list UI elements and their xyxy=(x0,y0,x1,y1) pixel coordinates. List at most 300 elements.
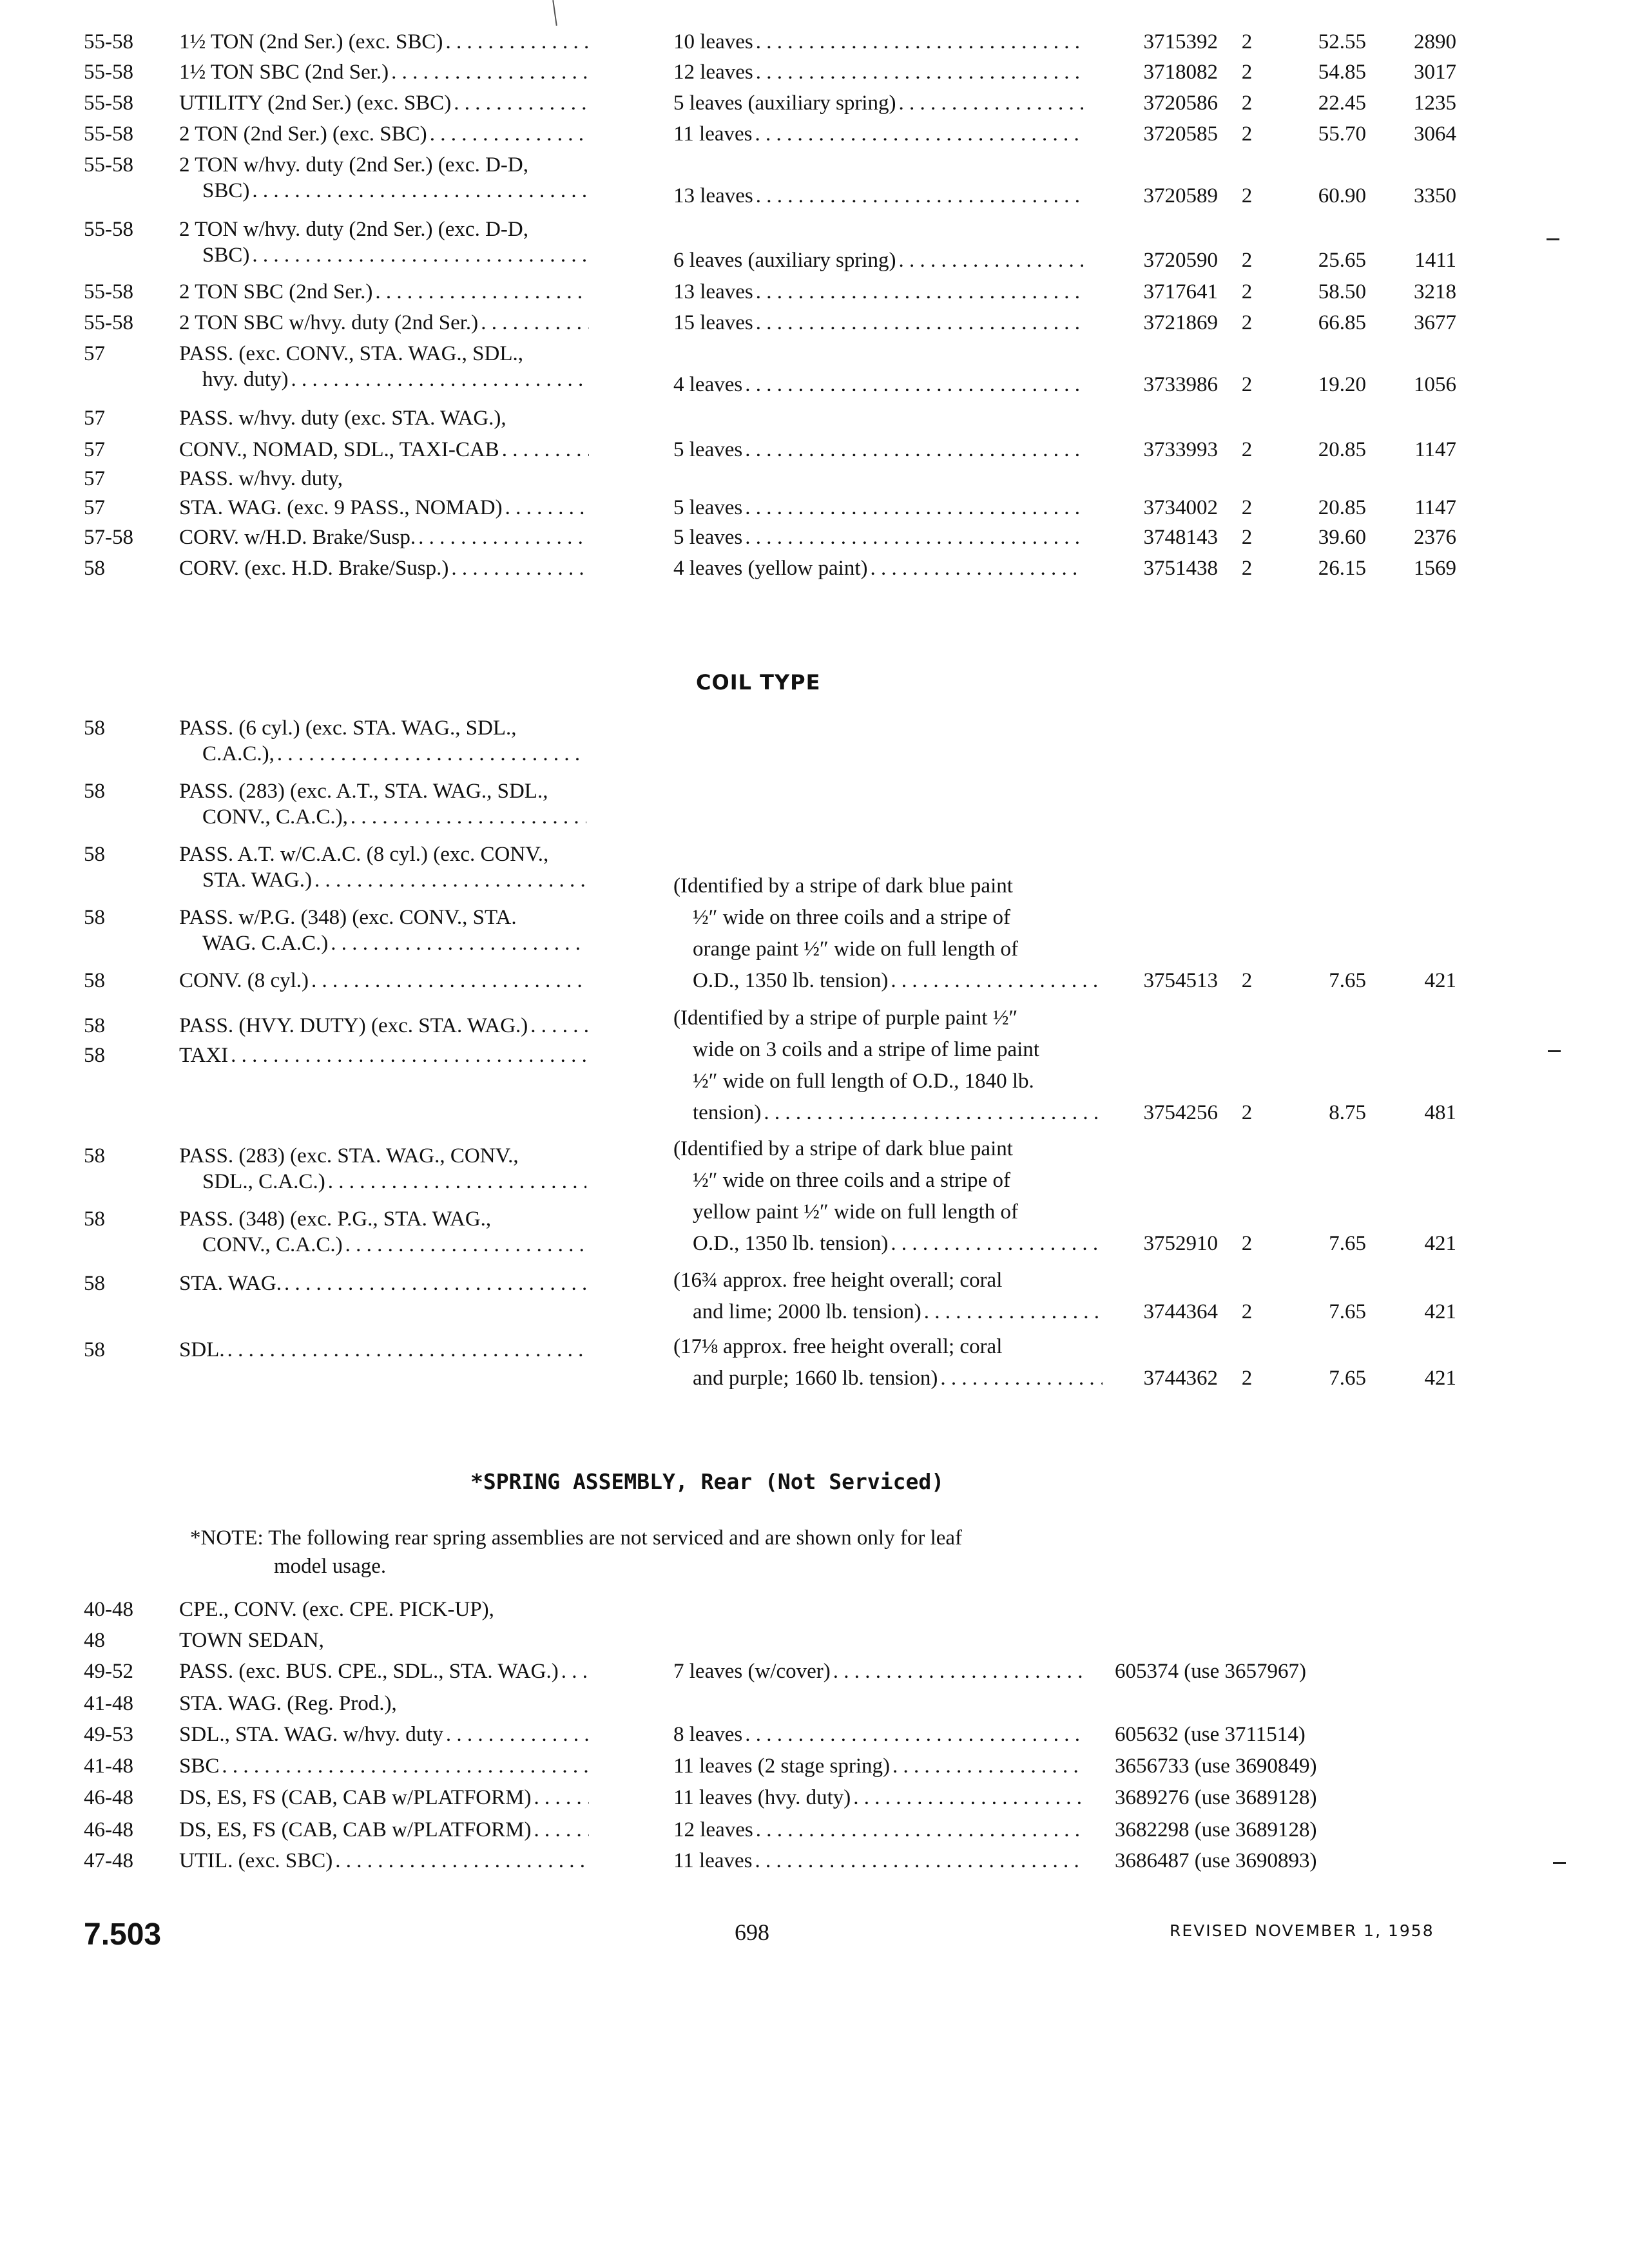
dot-leader xyxy=(291,367,586,392)
year: 49-52 xyxy=(84,1660,133,1683)
model: TOWN SEDAN, xyxy=(179,1629,324,1652)
year: 57 xyxy=(84,407,105,430)
dot-leader xyxy=(853,1785,1083,1811)
model: DS, ES, FS (CAB, CAB w/PLATFORM) xyxy=(179,1786,532,1809)
description-line-cell xyxy=(693,1299,1112,1325)
model-cont-text-cell xyxy=(202,741,598,767)
model xyxy=(179,715,598,767)
description: 7 leaves (w/cover) xyxy=(673,1660,831,1683)
model xyxy=(179,905,598,956)
part-number: 3752910 xyxy=(1143,1232,1218,1255)
quantity: 2 xyxy=(1241,184,1253,207)
year: 55-58 xyxy=(84,280,133,303)
part-number: 3720586 xyxy=(1143,91,1218,115)
description: 12 leaves xyxy=(673,61,753,84)
model xyxy=(179,29,598,55)
model-text-cell xyxy=(179,437,598,463)
page-number: 698 xyxy=(735,1919,769,1945)
description-line: ½″ wide on three coils and a stripe of xyxy=(693,1169,1011,1192)
model xyxy=(179,216,598,268)
model-text-cell xyxy=(179,1271,598,1296)
part-number: 3720585 xyxy=(1143,122,1218,146)
part-number: 3744362 xyxy=(1143,1367,1218,1390)
dot-leader xyxy=(430,121,589,147)
dot-leader xyxy=(892,1753,1083,1779)
price: 25.65 xyxy=(1318,249,1366,272)
weight: 421 xyxy=(1424,1367,1456,1390)
model-cont xyxy=(179,867,598,893)
dot-leader xyxy=(391,59,589,85)
description-line: (17⅛ approx. free height overall; coral xyxy=(673,1335,1003,1358)
weight: 1411 xyxy=(1414,249,1456,272)
model: UTIL. (exc. SBC) xyxy=(179,1849,333,1872)
part-number: 3748143 xyxy=(1143,526,1218,549)
model-text: 1½ TON SBC (2nd Ser.) xyxy=(179,61,389,84)
year: 55-58 xyxy=(84,218,133,241)
year: 58 xyxy=(84,1144,105,1168)
dot-leader xyxy=(745,495,1083,521)
price: 20.85 xyxy=(1318,438,1366,461)
dot-leader xyxy=(345,1232,586,1258)
dot-leader xyxy=(764,1100,1103,1126)
model: SBC xyxy=(179,1754,220,1778)
weight: 421 xyxy=(1424,1232,1456,1255)
model-cont xyxy=(179,1169,598,1195)
description-line: ½″ wide on full length of O.D., 1840 lb. xyxy=(693,1070,1034,1093)
model-text-cell xyxy=(179,279,598,305)
description-cell xyxy=(673,310,1092,336)
dot-leader xyxy=(755,121,1083,147)
model-text-cell xyxy=(179,524,598,550)
model-cont-text-cell xyxy=(202,1169,598,1195)
model-text: 2 TON SBC (2nd Ser.) xyxy=(179,280,373,303)
price: 55.70 xyxy=(1318,122,1366,146)
model: SDL., STA. WAG. w/hvy. duty xyxy=(179,1723,443,1746)
model xyxy=(179,1143,598,1195)
description-line-cell xyxy=(693,1100,1112,1126)
description-line: tension) xyxy=(693,1101,762,1124)
model-line: PASS. (6 cyl.) (exc. STA. WAG., SDL., xyxy=(179,716,517,740)
price: 39.60 xyxy=(1318,526,1366,549)
quantity: 2 xyxy=(1241,1300,1253,1323)
dot-leader xyxy=(351,804,586,830)
description-cell xyxy=(673,90,1092,116)
year: 58 xyxy=(84,1338,105,1361)
model-cont-text-cell xyxy=(202,242,598,268)
part-number: 3751438 xyxy=(1143,557,1218,580)
description: 4 leaves (yellow paint) xyxy=(673,557,868,580)
model-text: STA. WAG. (exc. 9 PASS., NOMAD) xyxy=(179,496,503,519)
model-text-cell xyxy=(179,121,598,147)
model-text: CONV., NOMAD, SDL., TAXI-CAB xyxy=(179,438,499,461)
margin-mark xyxy=(1547,238,1559,240)
dot-leader xyxy=(445,29,589,55)
model xyxy=(179,152,598,204)
model-line: PASS. w/P.G. (348) (exc. CONV., STA. xyxy=(179,906,517,929)
dot-leader xyxy=(756,279,1083,305)
price: 8.75 xyxy=(1329,1101,1366,1124)
part-number: 3721869 xyxy=(1143,311,1218,334)
part-number: 3720590 xyxy=(1143,249,1218,272)
dot-leader xyxy=(745,1722,1083,1747)
model-cont xyxy=(179,804,598,830)
model-text-cell xyxy=(179,495,598,521)
model-text: 2 TON SBC w/hvy. duty (2nd Ser.) xyxy=(179,311,479,334)
dot-leader xyxy=(756,1817,1083,1843)
model xyxy=(179,841,598,893)
part-number: 3720589 xyxy=(1143,184,1218,207)
dot-leader xyxy=(833,1658,1083,1684)
description-cell xyxy=(673,59,1092,85)
model-line: 2 TON w/hvy. duty (2nd Ser.) (exc. D-D, xyxy=(179,153,528,177)
description-cell xyxy=(673,1722,1092,1747)
dot-leader xyxy=(505,495,589,521)
description-line: ½″ wide on three coils and a stripe of xyxy=(693,906,1011,929)
revised-date: REVISED NOVEMBER 1, 1958 xyxy=(1170,1921,1434,1940)
note xyxy=(190,1524,1157,1581)
dot-leader xyxy=(481,310,589,336)
description-cell xyxy=(673,555,1092,581)
description-line: orange paint ½″ wide on full length of xyxy=(693,937,1018,961)
dot-leader xyxy=(898,90,1083,116)
model-cont-text: hvy. duty) xyxy=(202,368,289,391)
price: 20.85 xyxy=(1318,496,1366,519)
note-line-2: model usage. xyxy=(274,1555,387,1578)
weight: 3064 xyxy=(1414,122,1456,146)
model xyxy=(179,405,598,431)
price: 60.90 xyxy=(1318,184,1366,207)
description-line: O.D., 1350 lb. tension) xyxy=(693,969,889,992)
dot-leader xyxy=(530,1013,589,1039)
model-text-cell xyxy=(179,968,598,994)
weight: 1056 xyxy=(1414,373,1456,396)
model-line: PASS. A.T. w/C.A.C. (8 cyl.) (exc. CONV., xyxy=(179,843,549,866)
year: 58 xyxy=(84,1207,105,1231)
model-cont-text-cell xyxy=(202,367,598,392)
dot-leader xyxy=(311,968,589,994)
description-line: and lime; 2000 lb. tension) xyxy=(693,1300,921,1323)
dot-leader xyxy=(252,178,586,204)
description-line: (16¾ approx. free height overall; coral xyxy=(673,1269,1003,1292)
quantity: 2 xyxy=(1241,249,1253,272)
weight: 3350 xyxy=(1414,184,1456,207)
model-text: STA. WAG. xyxy=(179,1272,282,1295)
coil-type-heading: COIL TYPE xyxy=(696,670,821,695)
year: 55-58 xyxy=(84,61,133,84)
description: 4 leaves xyxy=(673,373,743,396)
dot-leader xyxy=(277,741,586,767)
model xyxy=(179,121,598,147)
price: 52.55 xyxy=(1318,30,1366,53)
description: 10 leaves xyxy=(673,30,753,53)
year: 41-48 xyxy=(84,1692,133,1715)
model-text: TAXI xyxy=(179,1044,229,1067)
model-line: PASS. (283) (exc. A.T., STA. WAG., SDL., xyxy=(179,780,548,803)
model xyxy=(179,1271,598,1296)
year: 46-48 xyxy=(84,1818,133,1841)
weight: 3017 xyxy=(1414,61,1456,84)
year: 55-58 xyxy=(84,153,133,177)
weight: 421 xyxy=(1424,969,1456,992)
model-text-cell xyxy=(179,555,598,581)
model-text-cell xyxy=(179,1043,598,1068)
part-number: 3734002 xyxy=(1143,496,1218,519)
replacement-part: 3656733 (use 3690849) xyxy=(1115,1754,1317,1778)
model-cont xyxy=(179,242,598,268)
model-cont-text: SDL., C.A.C.) xyxy=(202,1170,325,1193)
description-cell xyxy=(673,437,1092,463)
model-cont-text: WAG. C.A.C.) xyxy=(202,932,329,955)
model-cont xyxy=(179,741,598,767)
replacement-part: 3689276 (use 3689128) xyxy=(1115,1786,1317,1809)
description: 13 leaves xyxy=(673,184,753,207)
price: 7.65 xyxy=(1329,1300,1366,1323)
description: 11 leaves xyxy=(673,122,753,146)
replacement-part: 3682298 (use 3689128) xyxy=(1115,1818,1317,1841)
year: 57 xyxy=(84,496,105,519)
model-text: CONV. (8 cyl.) xyxy=(179,969,309,992)
description-line: wide on 3 coils and a stripe of lime paint xyxy=(693,1038,1039,1061)
model-cont-text: CONV., C.A.C.) xyxy=(202,1233,343,1256)
dot-leader xyxy=(561,1658,589,1684)
description-cell xyxy=(673,1753,1092,1779)
model-text: CORV. (exc. H.D. Brake/Susp.) xyxy=(179,557,449,580)
model-cont-text-cell xyxy=(202,178,598,204)
quantity: 2 xyxy=(1241,122,1253,146)
model-cell xyxy=(179,1722,598,1747)
dot-leader xyxy=(756,310,1083,336)
model-cont-text-cell xyxy=(202,804,598,830)
dot-leader xyxy=(335,1848,589,1874)
description-cell xyxy=(673,524,1092,550)
description-cell xyxy=(673,121,1092,147)
dot-leader xyxy=(745,372,1083,398)
year: 58 xyxy=(84,1014,105,1037)
model-text-cell xyxy=(179,1337,598,1363)
quantity: 2 xyxy=(1241,311,1253,334)
price: 58.50 xyxy=(1318,280,1366,303)
spring-assembly-heading: *SPRING ASSEMBLY, Rear (Not Serviced) xyxy=(470,1469,945,1494)
model xyxy=(179,1206,598,1258)
dot-leader xyxy=(252,242,586,268)
dot-leader xyxy=(745,524,1083,550)
model-cont-text: SBC) xyxy=(202,244,250,267)
description-cell xyxy=(673,247,1092,273)
part-number: 3717641 xyxy=(1143,280,1218,303)
margin-mark xyxy=(1553,1862,1566,1864)
model-cont xyxy=(179,367,598,392)
year: 49-53 xyxy=(84,1723,133,1746)
dot-leader xyxy=(745,437,1083,463)
model xyxy=(179,524,598,550)
model-cell xyxy=(179,1817,598,1843)
dot-leader xyxy=(870,555,1083,581)
description-line: yellow paint ½″ wide on full length of xyxy=(693,1200,1018,1224)
model-line: PASS. (exc. CONV., STA. WAG., SDL., xyxy=(179,342,523,365)
model xyxy=(179,778,598,830)
description-cell xyxy=(673,1658,1092,1684)
description-cell xyxy=(673,495,1092,521)
dot-leader xyxy=(755,1848,1083,1874)
model-cell xyxy=(179,1658,598,1684)
description: 13 leaves xyxy=(673,280,753,303)
model-cont-text: SBC) xyxy=(202,179,250,202)
year: 55-58 xyxy=(84,91,133,115)
dot-leader xyxy=(231,1043,589,1068)
weight: 3218 xyxy=(1414,280,1456,303)
model xyxy=(179,310,598,336)
description: 5 leaves xyxy=(673,496,743,519)
model-text-cell xyxy=(179,310,598,336)
dot-leader xyxy=(940,1365,1103,1391)
model xyxy=(179,466,598,492)
model: PASS. (exc. BUS. CPE., SDL., STA. WAG.) xyxy=(179,1660,559,1683)
dot-leader xyxy=(227,1337,589,1363)
model-cont-text-cell xyxy=(202,1232,598,1258)
quantity: 2 xyxy=(1241,1232,1253,1255)
quantity: 2 xyxy=(1241,91,1253,115)
part-number: 3754256 xyxy=(1143,1101,1218,1124)
year: 57 xyxy=(84,467,105,490)
description-cell xyxy=(673,279,1092,305)
model xyxy=(179,968,598,994)
weight: 1569 xyxy=(1414,557,1456,580)
dot-leader xyxy=(314,867,586,893)
description-line: (Identified by a stripe of dark blue paint xyxy=(673,874,1013,898)
description: 6 leaves (auxiliary spring) xyxy=(673,249,896,272)
year: 58 xyxy=(84,843,105,866)
model xyxy=(179,1013,598,1039)
model-text-cell xyxy=(179,29,598,55)
year: 46-48 xyxy=(84,1786,133,1809)
description: 12 leaves xyxy=(673,1818,753,1841)
model-cont xyxy=(179,930,598,956)
model-line: PASS. (348) (exc. P.G., STA. WAG., xyxy=(179,1207,492,1231)
quantity: 2 xyxy=(1241,30,1253,53)
model: CPE., CONV. (exc. CPE. PICK-UP), xyxy=(179,1598,494,1621)
model xyxy=(179,341,598,392)
year: 57-58 xyxy=(84,526,133,549)
replacement-part: 605374 (use 3657967) xyxy=(1115,1660,1306,1683)
description-line-cell xyxy=(693,1365,1112,1391)
description-line: O.D., 1350 lb. tension) xyxy=(693,1232,889,1255)
description-cell xyxy=(673,1817,1092,1843)
year: 58 xyxy=(84,780,105,803)
model-cell xyxy=(179,1753,598,1779)
part-number: 3754513 xyxy=(1143,969,1218,992)
model: STA. WAG. (Reg. Prod.), xyxy=(179,1692,397,1715)
year: 55-58 xyxy=(84,311,133,334)
dot-leader xyxy=(891,1231,1103,1256)
model-text: SDL. xyxy=(179,1338,225,1361)
description: 15 leaves xyxy=(673,311,753,334)
dot-leader xyxy=(418,524,589,550)
model xyxy=(179,495,598,521)
year: 58 xyxy=(84,1044,105,1067)
dot-leader xyxy=(898,247,1083,273)
part-number: 3733993 xyxy=(1143,438,1218,461)
description-line: (Identified by a stripe of purple paint ½″ xyxy=(673,1006,1018,1030)
dot-leader xyxy=(451,555,589,581)
quantity: 2 xyxy=(1241,61,1253,84)
dot-leader xyxy=(375,279,589,305)
dot-leader xyxy=(222,1753,589,1779)
year: 58 xyxy=(84,716,105,740)
year: 58 xyxy=(84,1272,105,1295)
description: 8 leaves xyxy=(673,1723,743,1746)
description-cell xyxy=(673,1785,1092,1811)
year: 55-58 xyxy=(84,122,133,146)
price: 26.15 xyxy=(1318,557,1366,580)
description-line: and purple; 1660 lb. tension) xyxy=(693,1367,938,1390)
model-cont xyxy=(179,1232,598,1258)
year: 41-48 xyxy=(84,1754,133,1778)
description-cell xyxy=(673,1848,1092,1874)
replacement-part: 605632 (use 3711514) xyxy=(1115,1723,1306,1746)
model xyxy=(179,555,598,581)
model-cell xyxy=(179,1785,598,1811)
weight: 1147 xyxy=(1414,496,1456,519)
price: 7.65 xyxy=(1329,1232,1366,1255)
weight: 1235 xyxy=(1414,91,1456,115)
margin-mark xyxy=(1548,1050,1561,1052)
model-line: PASS. (283) (exc. STA. WAG., CONV., xyxy=(179,1144,519,1168)
quantity: 2 xyxy=(1241,1101,1253,1124)
model-text-cell xyxy=(179,59,598,85)
quantity: 2 xyxy=(1241,1367,1253,1390)
year: 55-58 xyxy=(84,30,133,53)
description-cell xyxy=(673,372,1092,398)
model xyxy=(179,90,598,116)
model-cont-text: CONV., C.A.C.), xyxy=(202,805,348,829)
note-line-1: *NOTE: The following rear spring assemblies are not serviced and are shown only for leaf xyxy=(190,1526,963,1550)
model-text-cell xyxy=(179,1013,598,1039)
model xyxy=(179,1043,598,1068)
weight: 3677 xyxy=(1414,311,1456,334)
dot-leader xyxy=(284,1271,589,1296)
description-cell xyxy=(673,29,1092,55)
model xyxy=(179,279,598,305)
weight: 481 xyxy=(1424,1101,1456,1124)
description: 11 leaves (hvy. duty) xyxy=(673,1786,851,1809)
quantity: 2 xyxy=(1241,496,1253,519)
quantity: 2 xyxy=(1241,373,1253,396)
model-cell xyxy=(179,1848,598,1874)
description: 5 leaves xyxy=(673,526,743,549)
part-number: 3744364 xyxy=(1143,1300,1218,1323)
model-text: CORV. w/H.D. Brake/Susp. xyxy=(179,526,416,549)
part-number: 3715392 xyxy=(1143,30,1218,53)
price: 22.45 xyxy=(1318,91,1366,115)
price: 54.85 xyxy=(1318,61,1366,84)
model-cont-text-cell xyxy=(202,930,598,956)
quantity: 2 xyxy=(1241,438,1253,461)
model-text-cell xyxy=(179,90,598,116)
dot-leader xyxy=(891,968,1103,994)
model-text: UTILITY (2nd Ser.) (exc. SBC) xyxy=(179,91,452,115)
model-cont-text-cell xyxy=(202,867,598,893)
model-text: PASS. (HVY. DUTY) (exc. STA. WAG.) xyxy=(179,1014,528,1037)
model xyxy=(179,437,598,463)
description-line: (Identified by a stripe of dark blue paint xyxy=(673,1137,1013,1160)
replacement-part: 3686487 (use 3690893) xyxy=(1115,1849,1317,1872)
dot-leader xyxy=(502,437,589,463)
year: 40-48 xyxy=(84,1598,133,1621)
dot-leader xyxy=(328,1169,586,1195)
price: 19.20 xyxy=(1318,373,1366,396)
description: 5 leaves xyxy=(673,438,743,461)
model-line: PASS. w/hvy. duty (exc. STA. WAG.), xyxy=(179,407,506,430)
